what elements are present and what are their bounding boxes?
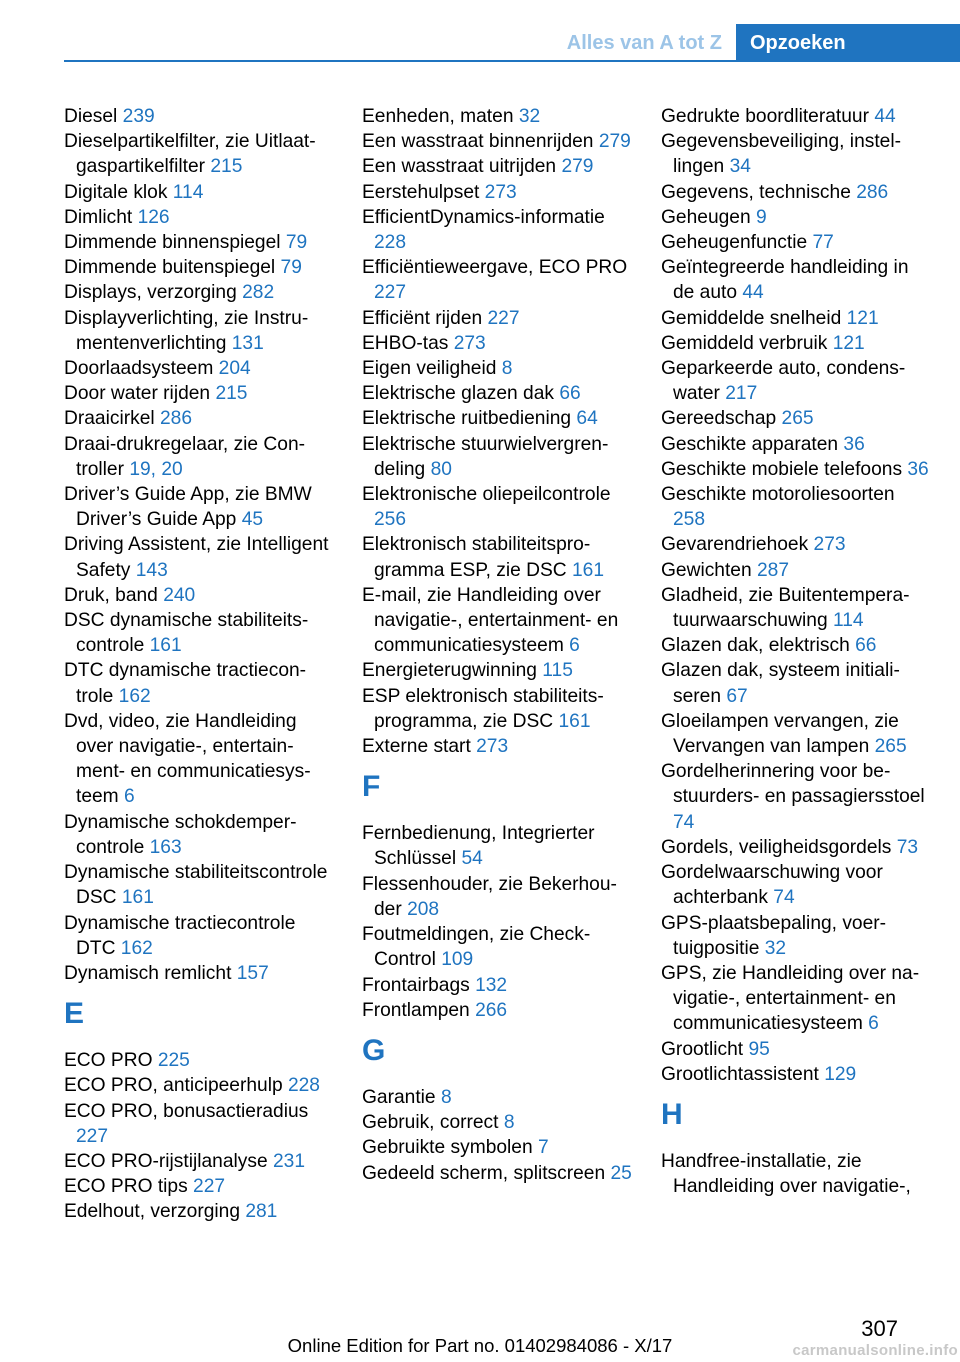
index-entry xyxy=(64,961,334,986)
index-page-link[interactable]: 44 xyxy=(742,282,764,304)
index-entry xyxy=(661,205,929,230)
index-page-link[interactable]: 109 xyxy=(441,949,474,971)
index-entry-term: DTC dynamische tractiecontrole xyxy=(64,660,307,707)
index-entry xyxy=(64,406,334,431)
index-entry-term: Grootlicht xyxy=(661,1038,744,1060)
index-entry xyxy=(661,356,929,406)
index-page-link[interactable]: 66 xyxy=(559,383,581,405)
index-page-link[interactable]: 240 xyxy=(163,584,196,606)
index-entry xyxy=(661,961,929,1037)
index-page-link[interactable]: 77 xyxy=(812,232,834,254)
index-entry xyxy=(64,911,334,961)
index-entry-term: GPS-plaatsbepaling, voertuigpositie xyxy=(661,912,887,959)
index-page-link[interactable]: 163 xyxy=(149,836,182,858)
index-entry xyxy=(661,709,929,759)
index-entry-term: Elektrische glazen dak xyxy=(362,383,554,405)
index-entry xyxy=(64,1073,334,1098)
index-entry xyxy=(64,583,334,608)
index-entry-term: Elektronisch stabiliteitsprogramma ESP, zie DSC xyxy=(362,534,591,581)
index-page-link[interactable]: 266 xyxy=(475,999,508,1021)
index-entry xyxy=(64,1099,334,1149)
index-entry-term: Flessenhouder, zie Bekerhouder xyxy=(362,873,617,920)
index-entry-term: Geschikte mobiele telefoons xyxy=(661,458,903,480)
index-entry-term: Gedeeld scherm, splitscreen xyxy=(362,1162,606,1184)
index-column-2 xyxy=(362,104,632,1186)
index-entry xyxy=(362,205,632,255)
index-page-link[interactable]: 114 xyxy=(833,610,864,632)
index-entry xyxy=(661,1037,929,1062)
index-page-link[interactable]: 6 xyxy=(124,786,135,808)
index-page-link[interactable]: 131 xyxy=(231,332,264,354)
index-entry xyxy=(64,810,334,860)
index-entry xyxy=(64,356,334,381)
index-page-link[interactable]: 217 xyxy=(725,383,758,405)
index-page-link[interactable]: 227 xyxy=(374,282,407,304)
index-entry-term: Gewichten xyxy=(661,559,752,581)
index-entry xyxy=(64,860,334,910)
index-page-link[interactable]: 227 xyxy=(193,1176,226,1198)
index-entry-term: Glazen dak, elektrisch xyxy=(661,635,850,657)
index-page-link[interactable]: 161 xyxy=(121,887,154,909)
index-page-link[interactable]: 239 xyxy=(122,106,155,127)
index-entry-term: Geheugenfunctie xyxy=(661,232,808,254)
index-page-link[interactable]: 67 xyxy=(726,685,748,707)
index-entry xyxy=(64,482,334,532)
index-page-link[interactable]: 161 xyxy=(558,710,591,732)
index-page-link[interactable]: 215 xyxy=(215,383,248,405)
page-number: 307 xyxy=(861,1316,898,1341)
index-page-link[interactable]: 80 xyxy=(430,458,452,480)
index-page-link[interactable]: 44 xyxy=(874,106,896,127)
index-letter-heading: G xyxy=(362,1033,386,1067)
index-entry-term: Energieterugwinning xyxy=(362,660,537,682)
index-entry-term: Grootlichtassistent xyxy=(661,1063,819,1085)
index-entry xyxy=(362,255,632,305)
index-entry-term: Draaicirkel xyxy=(64,408,155,430)
index-entry-term: Driving Assistent, zie Intelligent Safety xyxy=(64,534,329,581)
index-entry-term: Geschikte motoroliesoorten xyxy=(661,484,895,506)
index-page-link[interactable]: 6 xyxy=(868,1013,879,1035)
index-entry xyxy=(64,255,334,280)
index-entry xyxy=(362,381,632,406)
index-entry xyxy=(661,129,929,179)
index-entry xyxy=(661,482,929,532)
index-page-link[interactable]: 9 xyxy=(755,206,767,228)
index-entry-term: ECO PRO-rijstijlanalyse xyxy=(64,1150,268,1172)
index-page-link[interactable]: 286 xyxy=(856,181,889,203)
index-entry-term: Displays, verzorging xyxy=(64,282,237,304)
index-entry-term: Diesel xyxy=(64,106,118,127)
index-entry-term: Dimmende buitenspiegel xyxy=(64,257,276,279)
index-entry-term: Efficiëntieweergave, ECO PRO xyxy=(362,257,628,279)
index-entry-term: ECO PRO, anticipeerhulp xyxy=(64,1075,283,1097)
index-entry xyxy=(362,532,632,582)
index-entry xyxy=(661,104,929,129)
index-entry xyxy=(661,457,929,482)
index-page-link[interactable]: 282 xyxy=(242,282,275,304)
index-letter-heading: E xyxy=(64,997,85,1031)
index-entry-term: Edelhout, verzorging xyxy=(64,1201,240,1223)
index-entry xyxy=(64,306,334,356)
index-entry xyxy=(661,911,929,961)
index-page-link[interactable]: 36 xyxy=(907,458,929,480)
index-entry xyxy=(362,658,632,683)
index-page-link[interactable]: 228 xyxy=(374,232,407,254)
index-page-link[interactable]: 34 xyxy=(729,156,751,178)
index-entry xyxy=(362,306,632,331)
index-entry xyxy=(64,1174,334,1199)
index-entry xyxy=(362,922,632,972)
index-entry xyxy=(64,658,334,708)
index-entry-term: Dynamische tractiecontrole DTC xyxy=(64,912,296,959)
index-entry-term: Geschikte apparaten xyxy=(661,433,839,455)
index-page-link[interactable]: 273 xyxy=(813,534,846,556)
index-letter-heading: H xyxy=(661,1097,683,1131)
index-entry xyxy=(661,406,929,431)
index-entry-term: Gebruik, correct xyxy=(362,1112,499,1134)
index-page-link[interactable]: 32 xyxy=(764,937,787,959)
index-entry xyxy=(661,432,929,457)
index-page-link[interactable]: 143 xyxy=(135,559,168,581)
index-page-link[interactable]: 227 xyxy=(487,307,520,329)
index-page-link[interactable]: 161 xyxy=(572,559,605,581)
index-entry-term: Elektrische ruitbediening xyxy=(362,408,572,430)
index-page-link[interactable]: 273 xyxy=(484,181,517,203)
index-page-link[interactable]: 74 xyxy=(673,811,695,833)
index-entry xyxy=(64,709,334,810)
index-page-link[interactable]: 66 xyxy=(855,635,877,657)
index-entry-term: Gevarendriehoek xyxy=(661,534,809,556)
index-entry-term: Handfree-installatie, zie Handleiding over navigatie-, xyxy=(661,1150,911,1198)
index-entry-term: ECO PRO xyxy=(64,1050,153,1072)
index-page-link[interactable]: 204 xyxy=(218,358,251,380)
index-entry xyxy=(64,532,334,582)
index-entry-term: Displayverlichting, zie Instrumentenverlichting xyxy=(64,307,309,354)
index-page-link[interactable]: 64 xyxy=(576,408,598,430)
index-entry-term: Een wasstraat uitrijden xyxy=(362,156,557,178)
index-entry-term: Gereedschap xyxy=(661,408,777,430)
index-entry xyxy=(64,280,334,305)
index-page-link[interactable]: 227 xyxy=(76,1125,109,1147)
index-page-link[interactable]: 7 xyxy=(537,1137,549,1159)
index-page-link[interactable]: 273 xyxy=(453,332,486,354)
index-entry xyxy=(661,331,929,356)
index-page-link[interactable]: 287 xyxy=(757,559,790,581)
index-entry xyxy=(362,734,632,759)
index-entry xyxy=(661,255,929,305)
index-entry xyxy=(661,633,929,658)
index-column-1 xyxy=(64,104,334,1225)
index-entry-term: Gemiddeld verbruik xyxy=(661,332,828,354)
index-entry xyxy=(362,1085,632,1110)
index-entry xyxy=(64,432,334,482)
index-entry xyxy=(64,205,334,230)
index-entry-term: ESP elektronisch stabiliteitsprogramma, zie DSC xyxy=(362,685,604,732)
index-entry xyxy=(362,1110,632,1135)
index-entry-term: Dimlicht xyxy=(64,206,133,228)
index-page-link[interactable]: 157 xyxy=(236,962,269,984)
index-entry xyxy=(362,872,632,922)
index-entry-term: Fernbedienung, Integrierter Schlüssel xyxy=(362,823,595,870)
index-entry-term: Dvd, video, zie Handleiding over navigatie-, entertainment- en communicatiesysteem xyxy=(64,710,311,808)
index-entry xyxy=(64,129,334,179)
header-section-tab[interactable]: Alles van A tot Z xyxy=(566,32,722,54)
index-entry xyxy=(362,482,632,532)
index-entry xyxy=(661,583,929,633)
index-page-link[interactable]: 114 xyxy=(172,181,204,203)
index-page-link[interactable]: 265 xyxy=(874,736,907,758)
index-page-link[interactable]: 129 xyxy=(824,1063,857,1085)
index-entry xyxy=(661,532,929,557)
index-entry xyxy=(362,356,632,381)
index-entry-term: Gordels, veiligheidsgordels xyxy=(661,836,892,858)
index-entry xyxy=(362,684,632,734)
index-entry xyxy=(661,1062,929,1087)
index-entry-term: E-mail, zie Handleiding over navigatie-, entertainment- en communicatiesysteem xyxy=(362,584,619,657)
index-entry-term: Gemiddelde snelheid xyxy=(661,307,842,329)
index-entry-term: Geparkeerde auto, condenswater xyxy=(661,358,906,405)
index-entry-term: Dynamisch remlicht xyxy=(64,962,232,984)
index-page-link[interactable]: 45 xyxy=(241,509,264,531)
index-entry xyxy=(362,973,632,998)
index-page-link[interactable]: 121 xyxy=(832,332,865,354)
index-entry-term: ECO PRO, bonusactieradius xyxy=(64,1100,309,1122)
index-entry xyxy=(64,1149,334,1174)
index-page-link[interactable]: 265 xyxy=(781,408,814,430)
index-page-link[interactable]: 162 xyxy=(118,685,151,707)
index-entry xyxy=(362,104,632,129)
index-entry-term: Gebruikte symbolen xyxy=(362,1137,533,1159)
index-page-link[interactable]: 36 xyxy=(843,433,865,455)
index-entry xyxy=(661,759,929,835)
index-entry xyxy=(362,154,632,179)
index-entry xyxy=(64,381,334,406)
index-entry-term: DSC dynamische stabiliteitscontrole xyxy=(64,610,309,657)
index-page-link[interactable]: 8 xyxy=(440,1086,452,1108)
index-page-link[interactable]: 208 xyxy=(407,898,440,920)
index-page-link[interactable]: 286 xyxy=(159,408,192,430)
footer-edition: Online Edition for Part no. 01402984086 - X/17 xyxy=(287,1335,673,1356)
index-entry-term: Eigen veiligheid xyxy=(362,358,497,380)
index-entry-term: Gordelwaarschuwing voor achterbank xyxy=(661,862,883,909)
index-entry-term: Gegevensbeveiliging, instellingen xyxy=(661,131,901,178)
index-entry xyxy=(362,998,632,1023)
index-page-link[interactable]: 281 xyxy=(245,1201,278,1223)
index-page-link[interactable]: 8 xyxy=(503,1112,515,1134)
index-entry xyxy=(661,1149,929,1199)
index-entry-term: Gegevens, technische xyxy=(661,181,851,203)
index-entry xyxy=(362,406,632,431)
index-entry-term: Elektrische stuurwielvergrendeling xyxy=(362,433,609,480)
index-page-link[interactable]: 231 xyxy=(273,1150,306,1172)
index-page-link[interactable]: 132 xyxy=(475,974,508,996)
index-entry-term: ECO PRO tips xyxy=(64,1176,188,1198)
index-entry xyxy=(64,1048,334,1073)
index-entry xyxy=(64,1199,334,1224)
index-entry-term: Gordelherinnering voor bestuurders- en passagiersstoel xyxy=(661,761,925,808)
index-entry xyxy=(362,180,632,205)
index-entry-term: Dieselpartikelfilter, zie Uitlaatgaspartikelfilter xyxy=(64,131,316,178)
index-page-link[interactable]: 121 xyxy=(846,307,879,329)
index-entry xyxy=(362,1135,632,1160)
index-entry-term: Externe start xyxy=(362,736,471,758)
index-entry-term: Geïntegreerde handleiding in de auto xyxy=(661,257,909,304)
index-entry-term: Draai-drukregelaar, zie Controller xyxy=(64,433,306,480)
index-entry xyxy=(661,558,929,583)
index-page-link[interactable]: 162 xyxy=(120,937,153,959)
index-entry xyxy=(362,129,632,154)
index-page-link[interactable]: 19, 20 xyxy=(129,458,183,480)
index-entry xyxy=(661,860,929,910)
index-entry-term: Garantie xyxy=(362,1086,436,1108)
index-entry-term: Efficiënt rijden xyxy=(362,307,483,329)
header-active-tab[interactable]: Opzoeken xyxy=(736,24,960,62)
index-entry xyxy=(362,583,632,659)
index-entry-term: GPS, zie Handleiding over navigatie-, entertainment- en communicatiesysteem xyxy=(661,962,920,1035)
index-page-link[interactable]: 225 xyxy=(157,1050,190,1072)
index-entry-term: Glazen dak, systeem initialiseren xyxy=(661,660,900,707)
index-entry-term: Elektronische oliepeilcontrole xyxy=(362,484,611,506)
index-page-link[interactable]: 273 xyxy=(476,736,509,758)
index-entry-term: Dimmende binnenspiegel xyxy=(64,232,281,254)
index-entry-term: Door water rijden xyxy=(64,383,211,405)
index-entry-term: Geheugen xyxy=(661,206,751,228)
index-entry xyxy=(661,306,929,331)
index-entry-term: Een wasstraat binnenrijden xyxy=(362,131,594,153)
index-page-link[interactable]: 279 xyxy=(561,156,594,178)
index-page-link[interactable]: 256 xyxy=(374,509,407,531)
index-page-link[interactable]: 74 xyxy=(773,887,795,909)
index-page-link[interactable]: 258 xyxy=(673,509,706,531)
index-entry xyxy=(362,821,632,871)
index-page-link[interactable]: 215 xyxy=(210,156,243,178)
index-entry xyxy=(64,180,334,205)
index-page-link[interactable]: 95 xyxy=(748,1038,770,1060)
watermark-logo: carmanualsonline.info xyxy=(792,1342,958,1359)
index-entry-term: Dynamische schokdempercontrole xyxy=(64,811,297,858)
index-page-link[interactable]: 126 xyxy=(137,206,170,228)
index-entry-term: EHBO-tas xyxy=(362,332,449,354)
index-entry xyxy=(362,331,632,356)
index-entry-term: Gedrukte boordliteratuur xyxy=(661,106,869,127)
index-entry xyxy=(661,230,929,255)
index-entry-term: Gloeilampen vervangen, zie Vervangen van lampen xyxy=(661,710,899,758)
index-entry xyxy=(661,180,929,205)
index-entry-term: Frontairbags xyxy=(362,974,470,996)
index-entry xyxy=(64,104,334,129)
index-page-link[interactable]: 115 xyxy=(542,660,573,682)
index-entry xyxy=(661,835,929,860)
index-entry-term: Druk, band xyxy=(64,584,158,606)
index-page-link[interactable]: 79 xyxy=(280,257,302,279)
index-page-link[interactable]: 279 xyxy=(598,131,631,153)
index-entry-term: Eerstehulpset xyxy=(362,181,480,203)
index-page-link[interactable]: 32 xyxy=(518,106,541,127)
index-page-link[interactable]: 228 xyxy=(287,1075,320,1097)
index-letter-heading: F xyxy=(362,770,381,804)
index-entry-term: Eenheden, maten xyxy=(362,106,514,127)
index-entry xyxy=(362,1161,632,1186)
index-entry-term: Frontlampen xyxy=(362,999,470,1021)
index-entry xyxy=(64,230,334,255)
index-entry-term: Dynamische stabiliteitscontrole DSC xyxy=(64,862,328,909)
index-entry-term: Gladheid, zie Buitentemperatuurwaarschuwing xyxy=(661,584,910,632)
index-entry-term: Digitale klok xyxy=(64,181,168,203)
index-entry-term: Foutmeldingen, zie Check-Control xyxy=(362,924,591,971)
index-entry-term: Doorlaadsysteem xyxy=(64,358,214,380)
index-page-link[interactable]: 6 xyxy=(569,635,580,657)
index-column-3 xyxy=(661,104,929,1199)
index-page-link[interactable]: 54 xyxy=(461,848,483,870)
index-entry xyxy=(661,658,929,708)
index-page-link[interactable]: 8 xyxy=(501,358,513,380)
index-entry xyxy=(362,432,632,482)
index-entry-term: Driver’s Guide App, zie BMW Driver’s Guide App xyxy=(64,484,312,531)
index-entry-term: EfficientDynamics-informatie xyxy=(362,206,605,228)
index-page-link[interactable]: 161 xyxy=(149,635,182,657)
index-page-link[interactable]: 73 xyxy=(896,836,919,858)
index-page-link[interactable]: 79 xyxy=(285,232,308,254)
index-entry xyxy=(64,608,334,658)
index-page-link[interactable]: 25 xyxy=(610,1162,632,1184)
